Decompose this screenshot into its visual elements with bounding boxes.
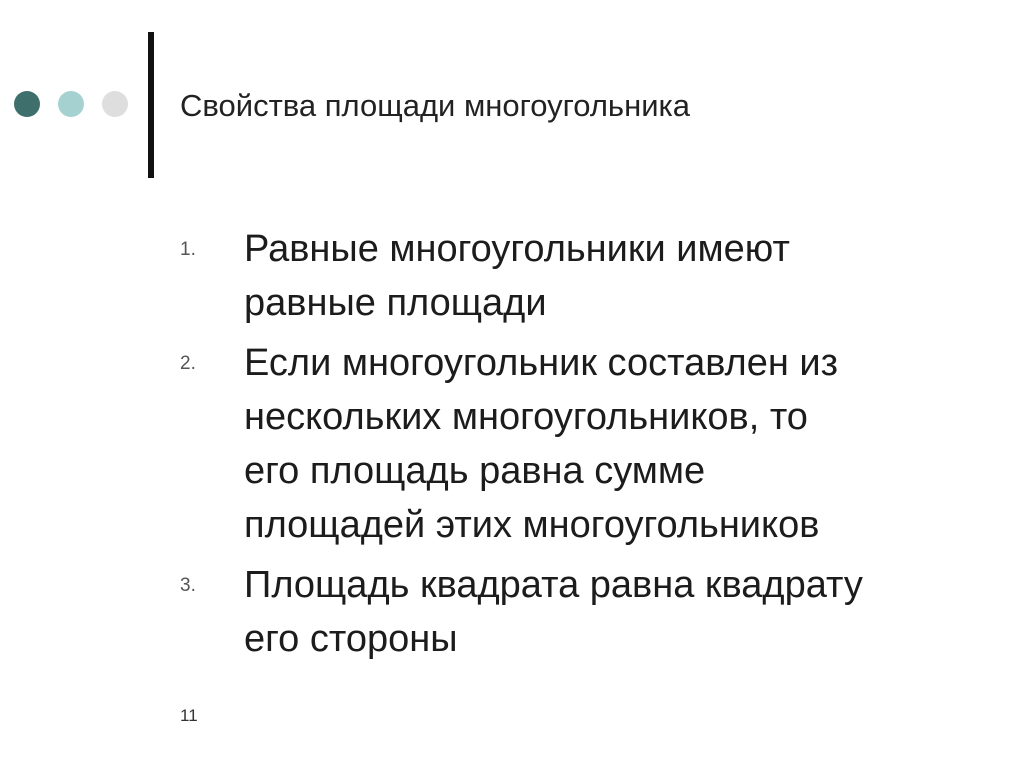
list-item-line: Равные многоугольники имеют: [244, 228, 790, 270]
decorative-dots: [14, 91, 128, 117]
dot-light-gray-icon: [102, 91, 128, 117]
list-item-line: его площадь равна сумме: [244, 450, 706, 492]
list-item-number: 2.: [180, 353, 196, 374]
list-item-text: [244, 222, 790, 330]
list-item-number: 3.: [180, 575, 196, 596]
list-item-line: Площадь квадрата равна квадрату: [244, 564, 863, 606]
list-item-text: [244, 558, 863, 666]
list-item-line: равные площади: [244, 282, 547, 324]
list-item-line: Если многоугольник составлен из: [244, 342, 839, 384]
slide-title: Свойства площади многоугольника: [180, 88, 691, 123]
list-item-line: площадей этих многоугольников: [244, 504, 820, 546]
list-item-text: [244, 336, 838, 552]
dot-dark-teal-icon: [14, 91, 40, 117]
title-accent-bar: [148, 32, 154, 178]
page-number: 11: [180, 706, 198, 725]
properties-list: [180, 222, 980, 672]
list-item-number: 1.: [180, 239, 196, 260]
list-item: [180, 558, 980, 666]
list-item-line: его стороны: [244, 618, 458, 660]
dot-light-teal-icon: [58, 91, 84, 117]
list-item: [180, 222, 980, 330]
list-item: [180, 336, 980, 552]
list-item-line: нескольких многоугольников, то: [244, 396, 808, 438]
